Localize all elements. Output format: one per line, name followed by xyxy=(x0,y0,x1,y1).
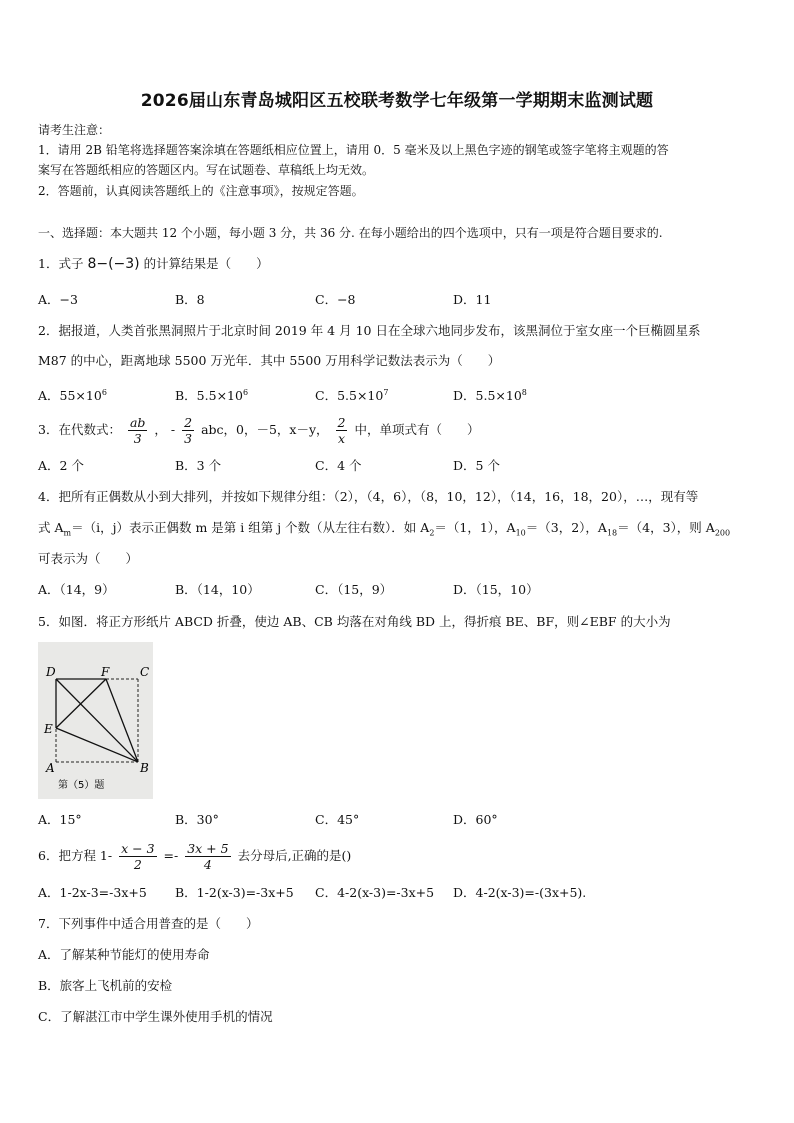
q4-sub-2: 2 xyxy=(429,528,435,538)
q2-option-a[interactable] xyxy=(38,385,107,404)
crease-fb xyxy=(106,679,138,762)
q4-sub-18: 18 xyxy=(606,528,618,538)
q3-f2-num: 2 xyxy=(184,415,193,430)
q7-option-a[interactable]: A．了解某种节能灯的使用寿命 xyxy=(38,947,210,962)
q3-f3-num: 2 xyxy=(337,415,346,430)
q6-option-a[interactable]: A．1-2x-3=-3x+5 xyxy=(38,885,147,900)
question-7: 7．下列事件中适合用普查的是（ ） xyxy=(38,916,259,931)
question-4-line-1: 4．把所有正偶数从小到大排列，并按如下规律分组：（2），（4，6），（8，10，12），（14，16，18，20），…，现有等 xyxy=(38,489,699,504)
q4-text-e: ＝（4，3），则 A xyxy=(617,520,715,535)
q4-text-d: ＝（3，2），A xyxy=(525,520,607,535)
q2-b-base: B．5.5×10 xyxy=(175,388,243,404)
q6-f2-num: 3x + 5 xyxy=(187,841,229,856)
q5-option-b[interactable]: B．30° xyxy=(175,812,219,827)
q2-a-base: A．55×10 xyxy=(38,388,102,404)
q1-option-a[interactable]: A．−3 xyxy=(38,292,78,307)
notice-heading: 请考生注意： xyxy=(38,123,111,137)
q4-option-b[interactable]: B．（14，10） xyxy=(175,582,260,597)
q6-f1-den: 2 xyxy=(133,857,142,872)
label-a: A xyxy=(46,761,55,775)
question-4-line-3: 可表示为（ ） xyxy=(38,551,139,566)
q6-option-c[interactable]: C．4-2(x-3)=-3x+5 xyxy=(315,885,435,900)
q4-sub-200: 200 xyxy=(714,528,731,538)
q3-f1-den: 3 xyxy=(133,431,142,446)
diagonal-db xyxy=(56,679,138,762)
q6-f1-num: x − 3 xyxy=(121,841,155,856)
q2-option-d[interactable] xyxy=(453,385,527,404)
q1-suffix: 的计算结果是（ ） xyxy=(143,256,269,271)
question-6 xyxy=(38,836,351,876)
q5-diagram xyxy=(38,642,153,799)
label-f: F xyxy=(101,665,110,679)
q6-option-d[interactable]: D．4-2(x-3)=-(3x+5). xyxy=(453,885,587,900)
q3-fraction-ab-3 xyxy=(128,415,147,446)
q6-suffix: 去分母后,正确的是() xyxy=(237,848,352,863)
label-c: C xyxy=(140,665,150,679)
question-2-line-2: M87 的中心，距离地球 5500 万光年．其中 5500 万用科学记数法表示为（ ） xyxy=(38,353,501,368)
q3-option-d[interactable]: D．5 个 xyxy=(453,458,500,473)
q2-b-exp: 6 xyxy=(242,388,249,397)
q2-d-base: D．5.5×10 xyxy=(453,388,522,404)
q2-c-exp: 7 xyxy=(383,388,389,397)
q4-option-a[interactable]: A．（14，9） xyxy=(38,582,115,597)
q2-a-exp: 6 xyxy=(101,388,107,397)
q3-f3-den: x xyxy=(337,431,346,446)
q3-prefix: 3．在代数式： xyxy=(38,422,121,437)
q1-prefix: 1．式子 xyxy=(38,256,84,271)
q7-option-b[interactable]: B．旅客上飞机前的安检 xyxy=(38,978,173,993)
q3-option-a[interactable]: A．2 个 xyxy=(38,458,84,473)
q3-neg: - xyxy=(170,422,176,437)
q1-option-d[interactable]: D．11 xyxy=(453,292,492,307)
q4-text-c: ＝（1，1），A xyxy=(434,520,516,535)
label-d: D xyxy=(46,665,56,679)
q6-prefix: 6．把方程 1- xyxy=(38,848,113,863)
q2-option-b[interactable] xyxy=(175,385,248,404)
q7-option-c[interactable]: C．了解湛江市中学生课外使用手机的情况 xyxy=(38,1009,273,1024)
q4-option-d[interactable]: D．（15，10） xyxy=(453,582,539,597)
q3-option-c[interactable]: C．4 个 xyxy=(315,458,362,473)
q4-option-c[interactable]: C．（15，9） xyxy=(315,582,393,597)
q3-sep: ， xyxy=(154,422,167,437)
notice-item-1a: 1．请用 2B 铅笔将选择题答案涂填在答题纸相应位置上，请用 0．5 毫米及以上黑色字迹的钢笔或签字笔将主观题的答 xyxy=(38,143,669,157)
crease-eb xyxy=(56,728,138,762)
q3-mid: abc，0，－5，x－y， xyxy=(201,422,329,437)
section-heading: 一、选择题：本大题共 12 个小题，每小题 3 分，共 36 分. 在每小题给出的四个选项中，只有一项是符合题目要求的. xyxy=(38,226,663,240)
q6-mid: =- xyxy=(163,848,179,863)
question-3 xyxy=(38,410,479,450)
q1-expression: 8−(−3) xyxy=(87,256,140,272)
q4-sub-m: m xyxy=(63,528,72,538)
notice-item-1b: 案写在答题纸相应的答题区内。写在试题卷、草稿纸上均无效。 xyxy=(38,163,375,177)
q5-figure xyxy=(38,642,153,799)
q2-d-exp: 8 xyxy=(521,388,527,397)
q4-sub-10: 10 xyxy=(515,528,526,538)
label-e: E xyxy=(44,722,53,736)
q4-text-b: ＝（i，j）表示正偶数 m 是第 i 组第 j 个数（从左往右数）．如 A xyxy=(71,520,430,535)
q5-option-d[interactable]: D．60° xyxy=(453,812,498,827)
q1-option-c[interactable]: C．−8 xyxy=(315,292,356,307)
q6-f2-den: 4 xyxy=(203,857,212,872)
q3-f2-den: 3 xyxy=(184,431,193,446)
label-b: B xyxy=(140,761,149,775)
q6-option-b[interactable]: B．1-2(x-3)=-3x+5 xyxy=(175,885,294,900)
q3-f1-num: ab xyxy=(129,415,146,430)
q3-suffix: 中，单项式有（ ） xyxy=(354,422,480,437)
notice-item-2: 2．答题前，认真阅读答题纸上的《注意事项》，按规定答题。 xyxy=(38,184,364,198)
question-1 xyxy=(38,256,269,272)
q5-option-a[interactable]: A．15° xyxy=(38,812,82,827)
q4-text-a: 式 A xyxy=(38,520,64,535)
q2-c-base: C．5.5×10 xyxy=(315,388,384,404)
question-5: 5．如图．将正方形纸片 ABCD 折叠，使边 AB、CB 均落在对角线 BD 上，得折痕 BE、BF，则∠EBF 的大小为 xyxy=(38,614,671,629)
q2-option-c[interactable] xyxy=(315,385,388,404)
q1-option-b[interactable]: B．8 xyxy=(175,292,205,307)
figure-caption: 第（5）题 xyxy=(58,780,105,791)
q6-fraction-1 xyxy=(119,841,156,872)
q6-fraction-2 xyxy=(185,841,230,872)
question-4-line-2 xyxy=(38,520,730,542)
q3-fraction-2-3 xyxy=(182,415,194,446)
q5-option-c[interactable]: C．45° xyxy=(315,812,360,827)
question-2-line-1: 2．据报道，人类首张黑洞照片于北京时间 2019 年 4 月 10 日在全球六地同步发布，该黑洞位于室女座一个巨椭圆星系 xyxy=(38,323,701,338)
q3-fraction-2-x xyxy=(336,415,348,446)
page-title: 2026届山东青岛城阳区五校联考数学七年级第一学期期末监测试题 xyxy=(140,91,654,111)
q3-option-b[interactable]: B．3 个 xyxy=(175,458,222,473)
